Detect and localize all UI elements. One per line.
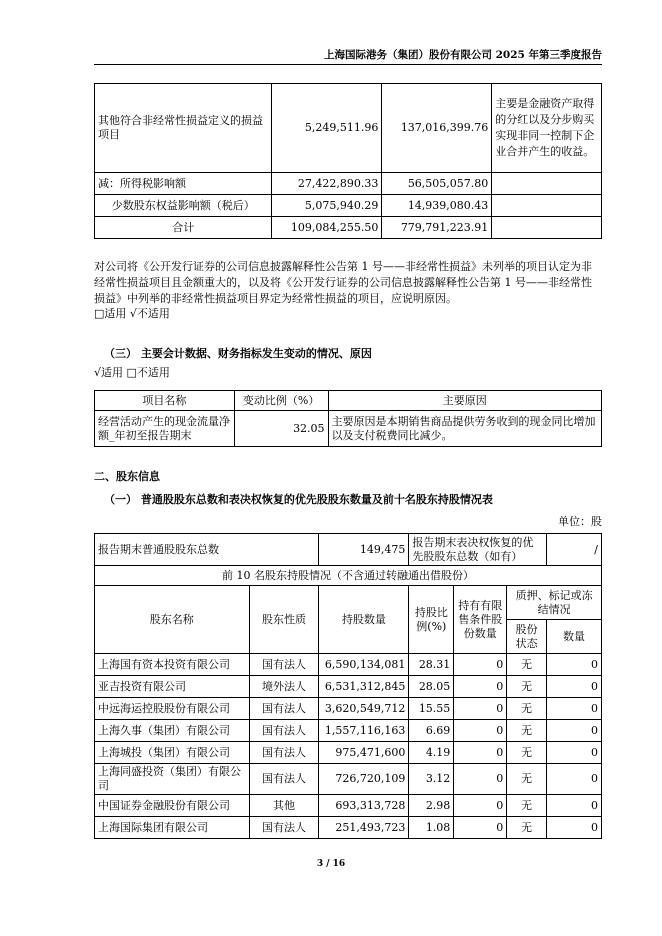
qty-cell: 1,557,116,163 [319, 720, 409, 742]
column-header: 质押、标记或冻结情况 [507, 586, 602, 620]
nature-cell: 国有法人 [249, 654, 319, 676]
ytd-cell: 779,791,223.91 [382, 217, 492, 239]
shareholder-rows [95, 654, 602, 839]
total-label: 报告期末普通股股东总数 [95, 534, 319, 566]
applicability-check: □适用 √不适用 [94, 307, 170, 320]
nature-cell: 境外法人 [249, 676, 319, 698]
current-cell: 109,084,255.50 [272, 217, 382, 239]
qty-cell: 251,493,723 [319, 817, 409, 839]
restricted-cell: 0 [454, 795, 507, 817]
subsection-title: （一） 普通股股东总数和表决权恢复的优先股股东数量及前十名股东持股情况表 [104, 493, 493, 506]
current-cell: 5,249,511.96 [272, 84, 382, 173]
restricted-cell: 0 [454, 742, 507, 764]
name-cell: 上海同盛投资（集团）有限公司 [95, 764, 250, 795]
table-row [95, 795, 602, 817]
column-header: 股东性质 [249, 586, 319, 654]
caption-row [95, 566, 602, 586]
shareholders-table [94, 533, 602, 839]
status-cell: 无 [507, 795, 547, 817]
note-cell [492, 173, 602, 195]
ratio-cell: 6.69 [409, 720, 454, 742]
restricted-cell: 0 [454, 654, 507, 676]
item-cell: 减：所得税影响额 [95, 173, 272, 195]
status-cell: 无 [507, 654, 547, 676]
qty-cell: 975,471,600 [319, 742, 409, 764]
pref-label: 报告期末表决权恢复的优先股股东总数（如有） [409, 534, 547, 566]
nature-cell: 国有法人 [249, 742, 319, 764]
column-header: 数量 [547, 620, 602, 654]
table-header-row [95, 586, 602, 620]
column-header: 股东名称 [95, 586, 250, 654]
restricted-cell: 0 [454, 698, 507, 720]
nature-cell: 其他 [249, 795, 319, 817]
count-cell: 0 [547, 698, 602, 720]
nature-cell: 国有法人 [249, 764, 319, 795]
status-cell: 无 [507, 742, 547, 764]
change-table [94, 390, 602, 447]
total-value: 149,475 [319, 534, 409, 566]
name-cell: 中国证券金融股份有限公司 [95, 795, 250, 817]
restricted-cell: 0 [454, 817, 507, 839]
ytd-cell: 56,505,057.80 [382, 173, 492, 195]
qty-cell: 693,313,728 [319, 795, 409, 817]
name-cell: 上海国有资本投资有限公司 [95, 654, 250, 676]
table-row [95, 654, 602, 676]
report-header: 上海国际港务（集团）股份有限公司 2025 年第三季度报告 [323, 49, 602, 61]
status-cell: 无 [507, 676, 547, 698]
column-header: 变动比例（%） [234, 391, 328, 411]
ytd-cell: 137,016,399.76 [382, 84, 492, 173]
qty-cell: 3,620,549,712 [319, 698, 409, 720]
table-row [95, 195, 602, 217]
name-cell: 上海城投（集团）有限公司 [95, 742, 250, 764]
item-cell: 合计 [95, 217, 272, 239]
item-cell: 经营活动产生的现金流量净额_年初至报告期末 [95, 411, 235, 447]
table-row [95, 698, 602, 720]
name-cell: 上海国际集团有限公司 [95, 817, 250, 839]
count-cell: 0 [547, 795, 602, 817]
column-header: 主要原因 [328, 391, 601, 411]
ratio-cell: 15.55 [409, 698, 454, 720]
count-cell: 0 [547, 764, 602, 795]
pref-value: / [547, 534, 602, 566]
table-row [95, 676, 602, 698]
column-header: 持股数量 [319, 586, 409, 654]
item-cell: 少数股东权益影响额（税后） [95, 195, 272, 217]
status-cell: 无 [507, 817, 547, 839]
ratio-cell: 2.98 [409, 795, 454, 817]
pct-cell: 32.05 [234, 411, 328, 447]
summary-row [95, 534, 602, 566]
header-divider [94, 64, 602, 65]
table-caption: 前 10 名股东持股情况（不含通过转融通出借股份） [95, 566, 602, 586]
count-cell: 0 [547, 817, 602, 839]
count-cell: 0 [547, 742, 602, 764]
nature-cell: 国有法人 [249, 720, 319, 742]
table-row [95, 173, 602, 195]
column-header: 持股比例(%) [409, 586, 454, 654]
status-cell: 无 [507, 764, 547, 795]
qty-cell: 6,531,312,845 [319, 676, 409, 698]
note-cell [492, 217, 602, 239]
item-cell: 其他符合非经常性损益定义的损益项目 [95, 84, 272, 173]
section-title: （三） 主要会计数据、财务指标发生变动的情况、原因 [104, 347, 372, 360]
count-cell: 0 [547, 676, 602, 698]
column-header: 持有有限售条件股份数量 [454, 586, 507, 654]
ratio-cell: 1.08 [409, 817, 454, 839]
reason-cell: 主要原因是本期销售商品提供劳务收到的现金同比增加以及支付税费同比减少。 [328, 411, 601, 447]
table-row [95, 84, 602, 173]
ratio-cell: 28.31 [409, 654, 454, 676]
status-cell: 无 [507, 698, 547, 720]
restricted-cell: 0 [454, 720, 507, 742]
nonrecurring-table [94, 83, 602, 239]
ratio-cell: 4.19 [409, 742, 454, 764]
page-number: 3 / 16 [316, 859, 346, 869]
unit-label: 单位：股 [558, 515, 602, 528]
count-cell: 0 [547, 654, 602, 676]
table-row [95, 411, 602, 447]
ratio-cell: 3.12 [409, 764, 454, 795]
qty-cell: 6,590,134,081 [319, 654, 409, 676]
column-header: 项目名称 [95, 391, 235, 411]
count-cell: 0 [547, 720, 602, 742]
nature-cell: 国有法人 [249, 817, 319, 839]
table-row [95, 217, 602, 239]
current-cell: 5,075,940.29 [272, 195, 382, 217]
name-cell: 上海久事（集团）有限公司 [95, 720, 250, 742]
table-row [95, 764, 602, 795]
restricted-cell: 0 [454, 764, 507, 795]
table-row [95, 720, 602, 742]
nature-cell: 国有法人 [249, 698, 319, 720]
column-header: 股份状态 [507, 620, 547, 654]
name-cell: 亚吉投资有限公司 [95, 676, 250, 698]
status-cell: 无 [507, 720, 547, 742]
ratio-cell: 28.05 [409, 676, 454, 698]
note-cell [492, 195, 602, 217]
explanation-paragraph: 对公司将《公开发行证券的公司信息披露解释性公告第 1 号——非经常性损益》未列举的项目认定为非经常性损益项目且金额重大的，以及将《公开发行证券的公司信息披露解释性公告第 1 号——非经常性损益》中列举的非经常性损益项目界定为经常性损益的项目，应说明原因。 [94, 260, 592, 305]
ytd-cell: 14,939,080.43 [382, 195, 492, 217]
restricted-cell: 0 [454, 676, 507, 698]
qty-cell: 726,720,109 [319, 764, 409, 795]
applicability-check: √适用 □不适用 [94, 366, 170, 379]
section-title: 二、股东信息 [94, 470, 160, 483]
table-row [95, 817, 602, 839]
note-cell: 主要是金融资产取得的分红以及分步购买实现非同一控制下企业合并产生的收益。 [492, 84, 602, 173]
name-cell: 中远海运控股股份有限公司 [95, 698, 250, 720]
current-cell: 27,422,890.33 [272, 173, 382, 195]
table-header-row [95, 391, 602, 411]
table-row [95, 742, 602, 764]
